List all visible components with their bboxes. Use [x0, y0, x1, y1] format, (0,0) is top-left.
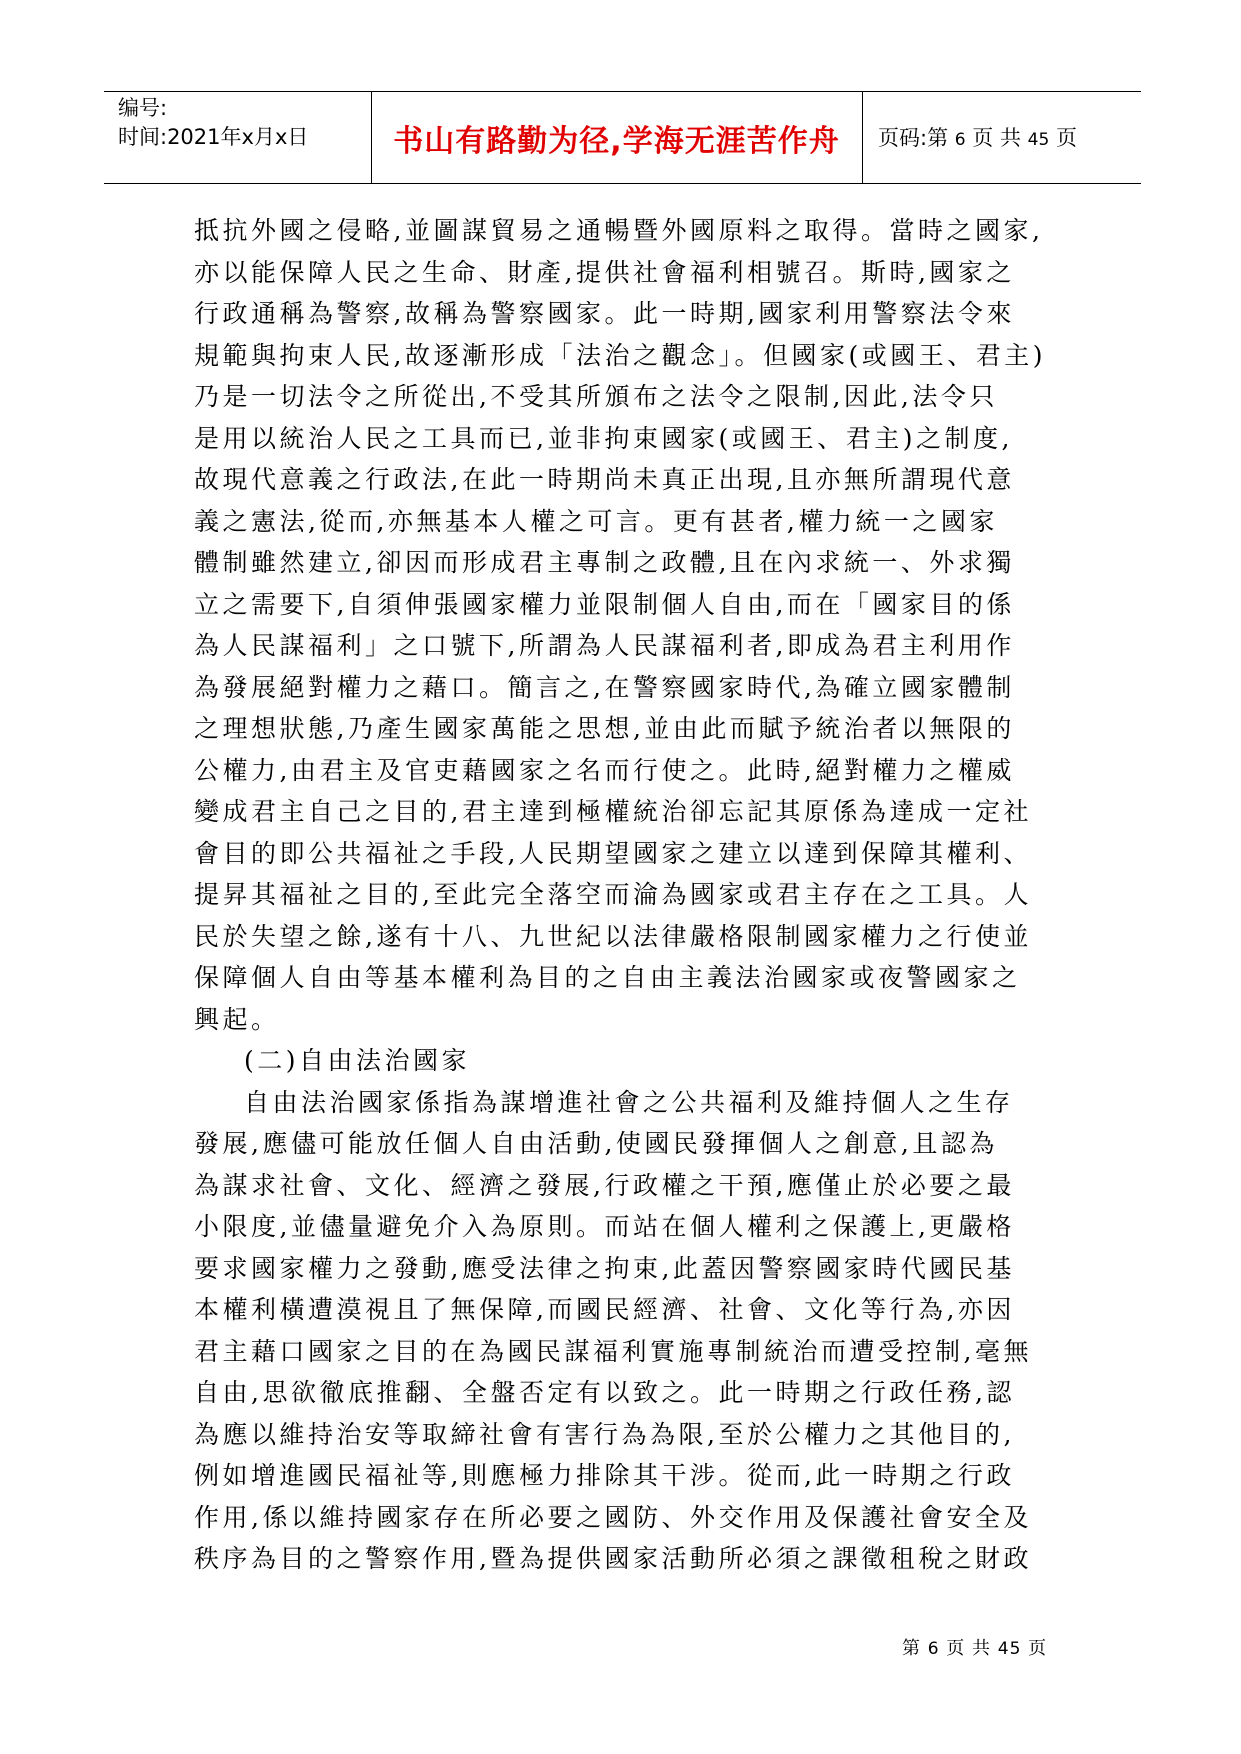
serial-number-label: 编号: — [118, 96, 168, 120]
body-line: 變成君主自己之目的,君主達到極權統治卻忘記其原係為達成一定社 — [194, 797, 1032, 826]
body-line: 之理想狀態,乃產生國家萬能之思想,並由此而賦予統治者以無限的 — [194, 714, 1015, 743]
page-total: 45 — [1027, 130, 1050, 150]
page-suffix: 页 — [1055, 126, 1077, 150]
body-line: 本權利橫遭漠視且了無保障,而國民經濟、社會、文化等行為,亦因 — [194, 1295, 1015, 1324]
body-line: 為發展絕對權力之藉口。簡言之,在警察國家時代,為確立國家體制 — [194, 672, 1015, 702]
body-line: 乃是一切法令之所從出,不受其所頒布之法令之限制,因此,法令只 — [194, 382, 998, 411]
body-line: 例如增進國民福祉等,則應極力排除其干涉。從而,此一時期之行政 — [194, 1461, 1015, 1490]
body-line: 立之需要下,自須伸張國家權力並限制個人自由,而在「國家目的係 — [194, 589, 1015, 619]
body-line: 故現代意義之行政法,在此一時期尚未真正出現,且亦無所謂現代意 — [194, 465, 1015, 494]
header-motto: 书山有路勤为径,学海无涯苦作舟 — [393, 124, 840, 159]
header-page-number — [878, 122, 1077, 152]
header-divider-right — [862, 91, 863, 183]
body-line: 亦以能保障人民之生命、財產,提供社會福利相號召。斯時,國家之 — [194, 257, 1015, 287]
page-mid: 页 共 — [972, 126, 1021, 150]
body-line: 為人民謀福利」之口號下,所謂為人民謀福利者,即成為君主利用作 — [194, 631, 1015, 660]
body-line: 義之憲法,從而,亦無基本人權之可言。更有甚者,權力統一之國家 — [194, 506, 998, 536]
footer-prefix: 第 — [902, 1638, 921, 1659]
header-bottom-rule — [104, 183, 1141, 184]
header-meta — [118, 94, 368, 152]
footer-total: 45 — [997, 1639, 1022, 1659]
body-line: 規範與拘束人民,故逐漸形成「法治之觀念」。但國家(或國王、君主) — [194, 340, 1046, 370]
body-line: 保障個人自由等基本權利為目的之自由主義法治國家或夜警國家之 — [194, 963, 1021, 992]
body-line: 興起。 — [194, 1004, 280, 1034]
footer-page-number — [902, 1634, 1047, 1660]
section-heading: (二)自由法治國家 — [244, 1046, 471, 1075]
page-current: 6 — [954, 130, 966, 150]
body-line: 秩序為目的之警察作用,暨為提供國家活動所必須之課徵租稅之財政 — [194, 1544, 1032, 1573]
body-line: 提昇其福祉之目的,至此完全落空而淪為國家或君主存在之工具。人 — [194, 880, 1032, 909]
body-line: 行政通稱為警察,故稱為警察國家。此一時期,國家利用警察法令來 — [194, 299, 1015, 328]
footer-mid: 页 共 — [946, 1638, 992, 1659]
body-line: 抵抗外國之侵略,並圖謀貿易之通暢暨外國原料之取得。當時之國家, — [194, 216, 1044, 245]
body-line: 公權力,由君主及官吏藉國家之名而行使之。此時,絕對權力之權威 — [194, 755, 1015, 785]
body-line: 會目的即公共福祉之手段,人民期望國家之建立以達到保障其權利、 — [194, 838, 1032, 868]
document-body — [194, 210, 1074, 1580]
body-line: 為謀求社會、文化、經濟之發展,行政權之干預,應僅止於必要之最 — [194, 1170, 1015, 1200]
body-line: 體制雖然建立,卻因而形成君主專制之政體,且在內求統一、外求獨 — [194, 548, 1015, 577]
body-line: 發展,應儘可能放任個人自由活動,使國民發揮個人之創意,且認為 — [194, 1129, 998, 1158]
footer-suffix: 页 — [1028, 1638, 1048, 1659]
body-line: 作用,係以維持國家存在所必要之國防、外交作用及保護社會安全及 — [194, 1502, 1032, 1532]
body-line: 小限度,並儘量避免介入為原則。而站在個人權利之保護上,更嚴格 — [194, 1212, 1015, 1241]
body-line: 為應以維持治安等取締社會有害行為為限,至於公權力之其他目的, — [194, 1419, 1015, 1449]
body-line: 君主藉口國家之目的在為國民謀福利實施專制統治而遭受控制,毫無 — [194, 1336, 1032, 1366]
time-label: 时间:2021年x月x日 — [118, 125, 309, 149]
body-line: 民於失望之餘,遂有十八、九世紀以法律嚴格限制國家權力之行使並 — [194, 921, 1032, 951]
body-line: 要求國家權力之發動,應受法律之拘束,此蓋因警察國家時代國民基 — [194, 1253, 1015, 1283]
header-top-rule — [104, 91, 1141, 92]
page-prefix: 页码:第 — [878, 126, 949, 150]
body-line: 自由,思欲徹底推翻、全盤否定有以致之。此一時期之行政任務,認 — [194, 1378, 1015, 1407]
body-line: 自由法治國家係指為謀增進社會之公共福利及維持個人之生存 — [244, 1087, 1014, 1117]
footer-current: 6 — [927, 1639, 940, 1659]
body-line: 是用以統治人民之工具而已,並非拘束國家(或國王、君主)之制度, — [194, 423, 1013, 453]
